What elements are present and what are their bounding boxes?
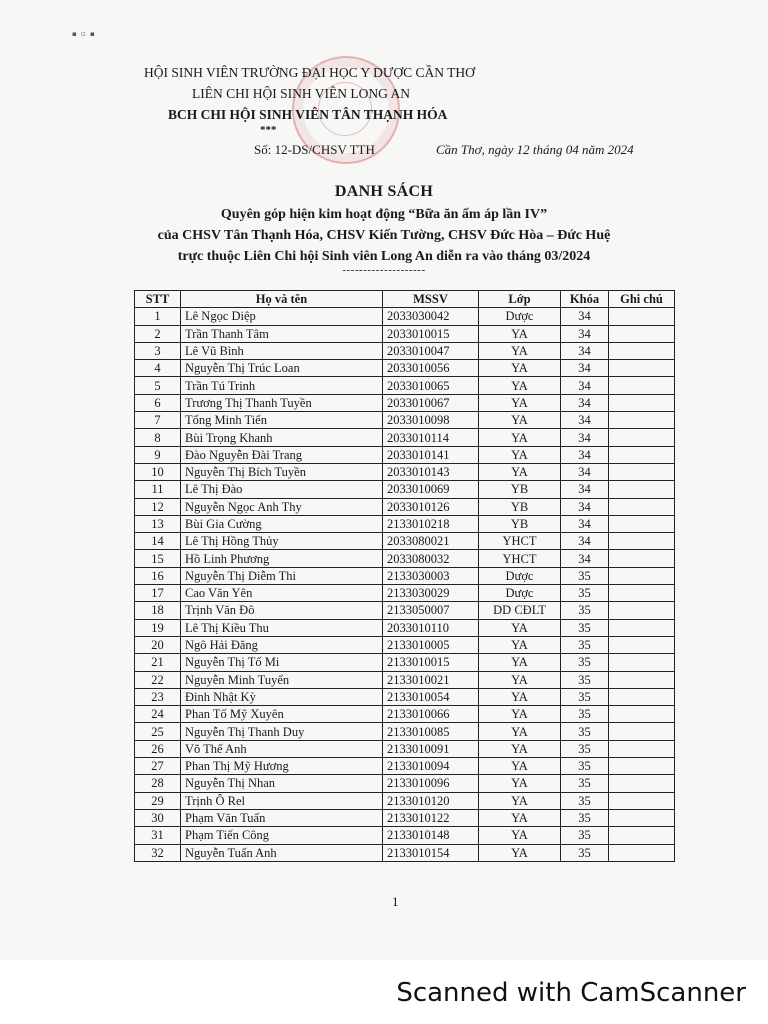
cell-cohort: 34 [561,360,609,377]
cell-student-id: 2133010015 [383,654,479,671]
cell-cohort: 35 [561,706,609,723]
document-number: Số: 12-DS/CHSV TTH [254,142,375,157]
cell-cohort: 35 [561,688,609,705]
cell-cohort: 35 [561,827,609,844]
document-date: Cần Thơ, ngày 12 tháng 04 năm 2024 [436,142,634,157]
header-stars: *** [260,124,277,136]
cell-student-id: 2133010218 [383,515,479,532]
cell-class: YA [479,723,561,740]
cell-student-id: 2033030042 [383,308,479,325]
cell-cohort: 35 [561,654,609,671]
table-row [135,515,675,532]
cell-stt: 25 [135,723,181,740]
cell-cohort: 35 [561,567,609,584]
cell-cohort: 34 [561,412,609,429]
cell-stt: 8 [135,429,181,446]
header-class: Lớp [479,291,561,308]
cell-student-id: 2133010154 [383,844,479,861]
cell-note [609,360,675,377]
cell-name: Đào Nguyễn Đài Trang [181,446,383,463]
subtitle-line-1: Quyên góp hiện kim hoạt động “Bữa ăn ấm áp lần IV” [220,207,548,222]
table-row [135,325,675,342]
cell-note [609,688,675,705]
org-line-3: BCH CHI HỘI SINH VIÊN TÂN THẠNH HÓA [168,107,448,122]
cell-note [609,412,675,429]
cell-name: Cao Văn Yên [181,585,383,602]
student-list-table [134,290,675,862]
cell-stt: 18 [135,602,181,619]
cell-note [609,429,675,446]
cell-stt: 20 [135,636,181,653]
table-row [135,481,675,498]
cell-class: YA [479,446,561,463]
cell-cohort: 35 [561,585,609,602]
cell-stt: 9 [135,446,181,463]
cell-note [609,758,675,775]
cell-student-id: 2033010126 [383,498,479,515]
cell-student-id: 2133030029 [383,585,479,602]
cell-class: YA [479,636,561,653]
page-number: 1 [392,894,399,909]
cell-stt: 7 [135,412,181,429]
table-row [135,740,675,757]
cell-note [609,515,675,532]
cell-student-id: 2133050007 [383,602,479,619]
header-student-id: MSSV [383,291,479,308]
cell-name: Trương Thị Thanh Tuyền [181,394,383,411]
table-row [135,723,675,740]
cell-name: Lê Thị Đào [181,481,383,498]
cell-name: Lê Thị Kiều Thu [181,619,383,636]
cell-name: Lê Vũ Bình [181,342,383,359]
cell-student-id: 2033010015 [383,325,479,342]
cell-class: YB [479,515,561,532]
cell-note [609,308,675,325]
cell-student-id: 2033010056 [383,360,479,377]
cell-note [609,775,675,792]
cell-note [609,792,675,809]
cell-stt: 22 [135,671,181,688]
cell-name: Lê Ngọc Diệp [181,308,383,325]
cell-name: Tống Minh Tiến [181,412,383,429]
cell-class: YB [479,498,561,515]
cell-name: Phan Tố Mỹ Xuyên [181,706,383,723]
cell-class: YA [479,706,561,723]
cell-student-id: 2133010094 [383,758,479,775]
cell-name: Trịnh Ô Rel [181,792,383,809]
cell-class: YA [479,844,561,861]
cell-student-id: 2133010091 [383,740,479,757]
cell-cohort: 35 [561,740,609,757]
cell-student-id: 2033010114 [383,429,479,446]
cell-note [609,809,675,826]
subtitle-line-2: của CHSV Tân Thạnh Hóa, CHSV Kiến Tường, CHSV Đức Hòa – Đức Huệ [157,228,611,243]
cell-note [609,723,675,740]
cell-cohort: 35 [561,723,609,740]
header-name: Họ và tên [181,291,383,308]
cell-stt: 28 [135,775,181,792]
cell-note [609,325,675,342]
cell-cohort: 35 [561,809,609,826]
cell-name: Phạm Văn Tuấn [181,809,383,826]
cell-note [609,342,675,359]
cell-cohort: 35 [561,758,609,775]
header-stt: STT [135,291,181,308]
cell-note [609,567,675,584]
cell-name: Lê Thị Hồng Thủy [181,533,383,550]
cell-stt: 23 [135,688,181,705]
cell-student-id: 2033010110 [383,619,479,636]
cell-name: Nguyễn Minh Tuyển [181,671,383,688]
cell-class: YA [479,740,561,757]
cell-class: YA [479,463,561,480]
table-row [135,619,675,636]
cell-class: Dược [479,308,561,325]
cell-class: YA [479,758,561,775]
cell-class: YA [479,809,561,826]
cell-student-id: 2033010067 [383,394,479,411]
cell-name: Đinh Nhật Kỳ [181,688,383,705]
cell-class: DD CĐLT [479,602,561,619]
cell-class: Dược [479,567,561,584]
cell-cohort: 35 [561,671,609,688]
organization-header [144,62,475,135]
table-row [135,498,675,515]
cell-stt: 2 [135,325,181,342]
cell-stt: 14 [135,533,181,550]
cell-name: Hồ Linh Phương [181,550,383,567]
cell-stt: 12 [135,498,181,515]
cell-class: YA [479,619,561,636]
cell-class: YHCT [479,533,561,550]
cell-name: Nguyễn Thị Diễm Thi [181,567,383,584]
cell-student-id: 2133010122 [383,809,479,826]
cell-name: Bùi Gia Cường [181,515,383,532]
cell-note [609,377,675,394]
cell-note [609,481,675,498]
cell-cohort: 34 [561,463,609,480]
cell-class: YA [479,394,561,411]
cell-class: YA [479,775,561,792]
cell-class: YB [479,481,561,498]
cell-cohort: 34 [561,515,609,532]
cell-cohort: 34 [561,394,609,411]
cell-stt: 29 [135,792,181,809]
cell-cohort: 35 [561,844,609,861]
cell-cohort: 34 [561,377,609,394]
cell-stt: 31 [135,827,181,844]
cell-student-id: 2133010148 [383,827,479,844]
cell-stt: 30 [135,809,181,826]
header-note: Ghi chú [609,291,675,308]
cell-stt: 13 [135,515,181,532]
table-row [135,688,675,705]
scan-corner-mark: ▪ ▫ ▪ [72,30,96,38]
table-row [135,654,675,671]
cell-name: Bùi Trọng Khanh [181,429,383,446]
cell-name: Nguyễn Thị Nhan [181,775,383,792]
cell-cohort: 35 [561,775,609,792]
cell-name: Trần Thanh Tâm [181,325,383,342]
cell-student-id: 2033010065 [383,377,479,394]
cell-student-id: 2033010098 [383,412,479,429]
cell-student-id: 2133010120 [383,792,479,809]
cell-name: Phạm Tiến Công [181,827,383,844]
cell-stt: 21 [135,654,181,671]
document-title: DANH SÁCH [334,183,434,200]
cell-name: Phan Thị Mỹ Hương [181,758,383,775]
cell-cohort: 34 [561,308,609,325]
cell-name: Nguyễn Thị Thanh Duy [181,723,383,740]
table-row [135,636,675,653]
cell-stt: 5 [135,377,181,394]
table-row [135,533,675,550]
cell-stt: 16 [135,567,181,584]
table-row [135,360,675,377]
table-row [135,792,675,809]
cell-stt: 3 [135,342,181,359]
cell-note [609,550,675,567]
table-row [135,567,675,584]
table-row [135,308,675,325]
cell-cohort: 34 [561,446,609,463]
cell-student-id: 2033010069 [383,481,479,498]
subtitle-line-3: trực thuộc Liên Chi hội Sinh viên Long An diễn ra vào tháng 03/2024 [177,249,591,264]
cell-class: YA [479,654,561,671]
table-row [135,342,675,359]
table-row [135,585,675,602]
cell-cohort: 35 [561,619,609,636]
cell-name: Nguyễn Thị Tố Mi [181,654,383,671]
cell-name: Trần Tú Trinh [181,377,383,394]
cell-student-id: 2133010021 [383,671,479,688]
table-row [135,775,675,792]
cell-class: YA [479,688,561,705]
cell-stt: 19 [135,619,181,636]
cell-class: YA [479,671,561,688]
cell-student-id: 2133010066 [383,706,479,723]
cell-note [609,394,675,411]
cell-stt: 11 [135,481,181,498]
table-row [135,429,675,446]
table-row [135,446,675,463]
cell-student-id: 2133010096 [383,775,479,792]
cell-student-id: 2033010143 [383,463,479,480]
cell-note [609,602,675,619]
cell-cohort: 35 [561,602,609,619]
cell-cohort: 34 [561,533,609,550]
cell-cohort: 34 [561,325,609,342]
cell-cohort: 34 [561,550,609,567]
table-row [135,758,675,775]
cell-note [609,585,675,602]
cell-name: Ngô Hải Đăng [181,636,383,653]
table-row [135,827,675,844]
cell-cohort: 34 [561,481,609,498]
cell-note [609,654,675,671]
cell-note [609,671,675,688]
cell-note [609,533,675,550]
cell-stt: 27 [135,758,181,775]
cell-name: Võ Thế Anh [181,740,383,757]
table-header-row [135,291,675,308]
table-row [135,394,675,411]
cell-note [609,463,675,480]
cell-note [609,844,675,861]
cell-stt: 6 [135,394,181,411]
org-line-1: HỘI SINH VIÊN TRƯỜNG ĐẠI HỌC Y DƯỢC CẦN THƠ [144,65,475,80]
cell-class: YA [479,827,561,844]
cell-note [609,827,675,844]
cell-class: YA [479,325,561,342]
cell-name: Nguyễn Tuấn Anh [181,844,383,861]
cell-note [609,498,675,515]
table-row [135,463,675,480]
cell-note [609,619,675,636]
table-row [135,706,675,723]
table-row [135,809,675,826]
cell-stt: 10 [135,463,181,480]
cell-note [609,740,675,757]
cell-stt: 15 [135,550,181,567]
cell-class: Dược [479,585,561,602]
cell-stt: 1 [135,308,181,325]
cell-cohort: 34 [561,342,609,359]
cell-stt: 24 [135,706,181,723]
cell-student-id: 2133010085 [383,723,479,740]
cell-cohort: 34 [561,429,609,446]
cell-cohort: 34 [561,498,609,515]
cell-class: YA [479,412,561,429]
table-row [135,602,675,619]
separator-line: -------------------- [342,264,426,276]
cell-student-id: 2033080021 [383,533,479,550]
cell-stt: 32 [135,844,181,861]
cell-student-id: 2133010005 [383,636,479,653]
cell-cohort: 35 [561,792,609,809]
cell-class: YA [479,360,561,377]
cell-name: Trịnh Văn Đô [181,602,383,619]
table-row [135,550,675,567]
table-row [135,377,675,394]
cell-name: Nguyễn Ngọc Anh Thy [181,498,383,515]
cell-student-id: 2133010054 [383,688,479,705]
camscanner-watermark: Scanned with CamScanner [396,978,746,1008]
cell-note [609,446,675,463]
cell-stt: 26 [135,740,181,757]
table-row [135,671,675,688]
cell-class: YA [479,429,561,446]
cell-class: YA [479,792,561,809]
cell-student-id: 2033010047 [383,342,479,359]
cell-stt: 17 [135,585,181,602]
table-row [135,844,675,861]
cell-student-id: 2033080032 [383,550,479,567]
cell-note [609,706,675,723]
cell-student-id: 2033010141 [383,446,479,463]
cell-stt: 4 [135,360,181,377]
cell-class: YA [479,377,561,394]
cell-note [609,636,675,653]
header-cohort: Khóa [561,291,609,308]
cell-name: Nguyễn Thị Trúc Loan [181,360,383,377]
table-row [135,412,675,429]
cell-cohort: 35 [561,636,609,653]
document-subtitle [0,204,768,267]
cell-class: YA [479,342,561,359]
cell-student-id: 2133030003 [383,567,479,584]
org-line-2: LIÊN CHI HỘI SINH VIÊN LONG AN [192,86,410,101]
cell-name: Nguyễn Thị Bích Tuyền [181,463,383,480]
cell-class: YHCT [479,550,561,567]
